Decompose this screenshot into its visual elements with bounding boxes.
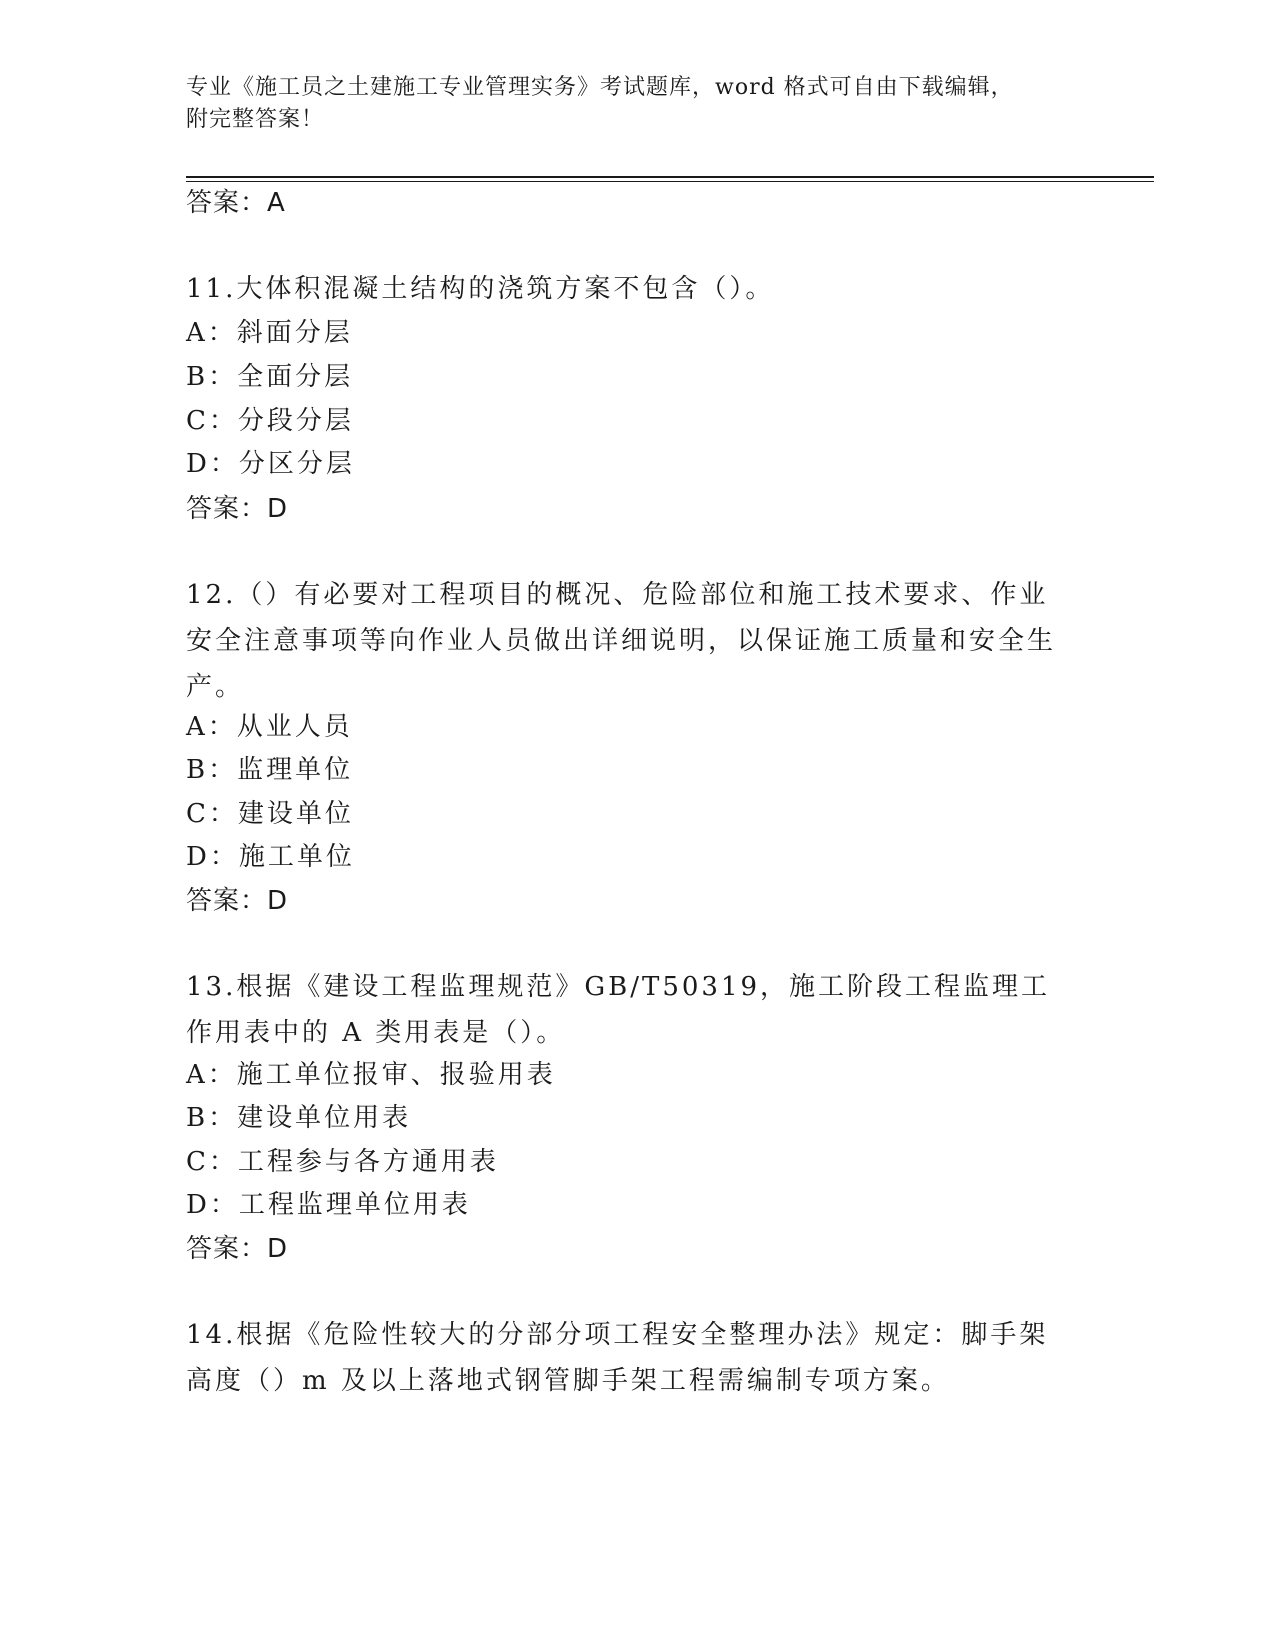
question-11-text: 11.大体积混凝土结构的浇筑方案不包含（）。 bbox=[186, 274, 775, 304]
question-12-option-d: D：施工单位 bbox=[186, 842, 355, 872]
header-line-2: 附完整答案！ bbox=[186, 107, 325, 132]
question-11-option-d: D：分区分层 bbox=[186, 449, 355, 479]
question-13-option-b: B：建设单位用表 bbox=[186, 1103, 412, 1133]
question-12-option-c: C：建设单位 bbox=[186, 799, 354, 829]
question-12-answer: 答案：D bbox=[186, 886, 289, 916]
question-13-answer: 答案：D bbox=[186, 1234, 289, 1264]
question-11-answer: 答案：D bbox=[186, 494, 289, 524]
question-13-option-c: C：工程参与各方通用表 bbox=[186, 1147, 499, 1177]
previous-answer: 答案：A bbox=[186, 188, 286, 218]
question-12-option-b: B：监理单位 bbox=[186, 755, 354, 785]
question-11-option-a: A：斜面分层 bbox=[186, 318, 353, 348]
question-11-option-b: B：全面分层 bbox=[186, 362, 354, 392]
question-11-option-c: C：分段分层 bbox=[186, 406, 354, 436]
question-13-text: 13.根据《建设工程监理规范》GB/T50319，施工阶段工程监理工作用表中的 A 类用表是（）。 bbox=[186, 972, 1051, 1048]
header-line-1: 专业《施工员之土建施工专业管理实务》考试题库，word 格式可自由下载编辑， bbox=[186, 75, 1014, 100]
question-13-option-d: D：工程监理单位用表 bbox=[186, 1190, 471, 1220]
question-13-option-a: A：施工单位报审、报验用表 bbox=[186, 1060, 556, 1090]
document-header bbox=[186, 72, 1066, 136]
header-divider-thin bbox=[186, 181, 1154, 182]
question-12-option-a: A：从业人员 bbox=[186, 712, 353, 742]
header-divider-thick bbox=[186, 176, 1154, 178]
question-12-text: 12.（）有必要对工程项目的概况、危险部位和施工技术要求、作业安全注意事项等向作业人员做出详细说明，以保证施工质量和安全生产。 bbox=[186, 580, 1057, 702]
question-14-text: 14.根据《危险性较大的分部分项工程安全整理办法》规定：脚手架高度（）m 及以上落地式钢管脚手架工程需编制专项方案。 bbox=[186, 1320, 1049, 1396]
